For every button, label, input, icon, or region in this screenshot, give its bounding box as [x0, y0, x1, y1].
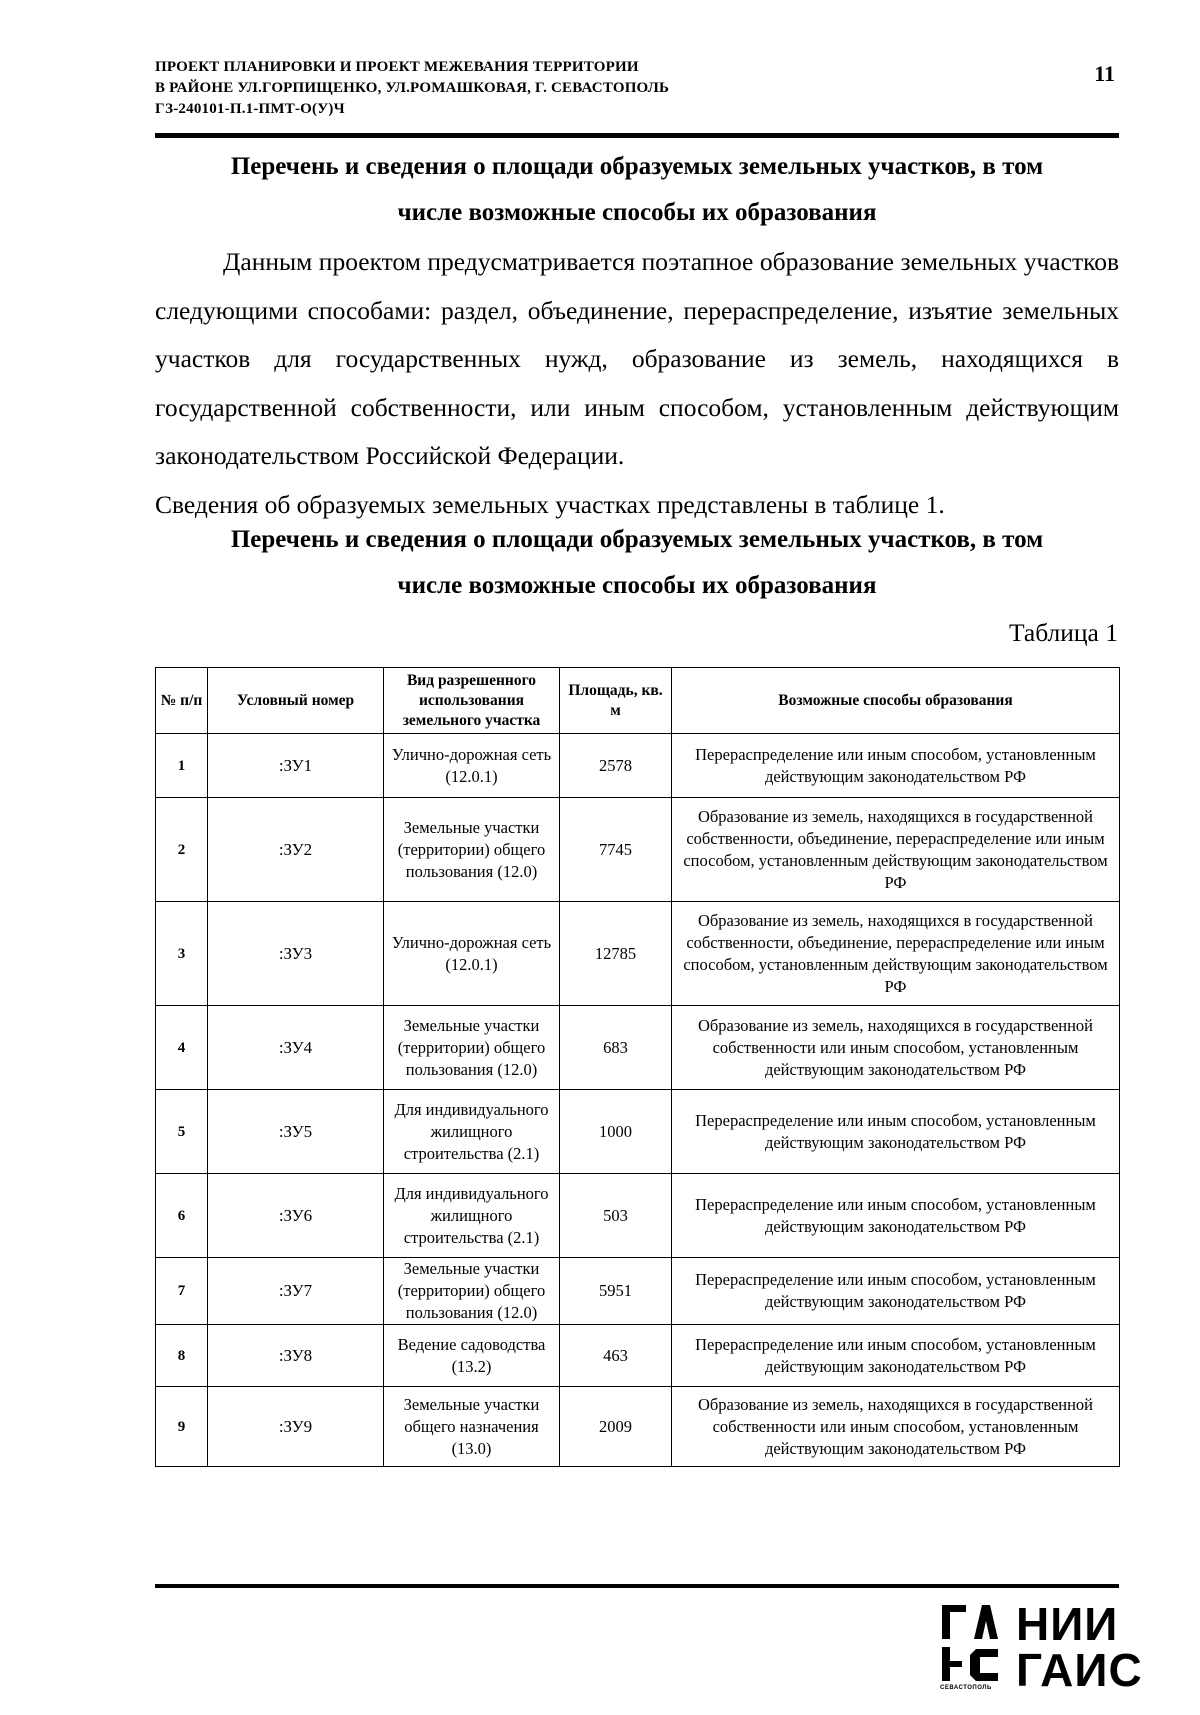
table-row — [156, 902, 1120, 1006]
section-title — [155, 144, 1119, 236]
table-row — [156, 734, 1120, 798]
cell-method: Образование из земель, находящихся в государственной собственности или иным способом, установленным действующим законодательством РФ — [672, 1387, 1120, 1467]
cell-method: Перераспределение или иным способом, установленным действующим законодательством РФ — [672, 1174, 1120, 1258]
logo-word-2: ГАИС — [1016, 1644, 1143, 1696]
cell-code: :ЗУ6 — [208, 1174, 384, 1258]
ga-monogram-icon — [940, 1603, 1000, 1683]
table-header-row — [156, 668, 1120, 734]
table-row — [156, 798, 1120, 902]
niigais-logo — [940, 1597, 1143, 1697]
cell-code: :ЗУ8 — [208, 1325, 384, 1387]
cell-method: Образование из земель, находящихся в государственной собственности, объединение, перераспределение или иным способом, установленным действующим законодательством РФ — [672, 798, 1120, 902]
table-row — [156, 1387, 1120, 1467]
header-doc-code: ГЗ-240101-П.1-ПМТ-О(У)Ч — [155, 101, 345, 117]
cell-use: Земельные участки (территории) общего пользования (12.0) — [384, 1258, 560, 1325]
cell-area: 2578 — [560, 734, 672, 798]
cell-code: :ЗУ1 — [208, 734, 384, 798]
cell-method: Перераспределение или иным способом, установленным действующим законодательством РФ — [672, 1258, 1120, 1325]
table-title — [155, 517, 1119, 609]
cell-area: 463 — [560, 1325, 672, 1387]
table-title-line-1: Перечень и сведения о площади образуемых земельных участков, в том — [230, 526, 1044, 553]
table-row — [156, 1006, 1120, 1090]
cell-area: 1000 — [560, 1090, 672, 1174]
cell-area: 5951 — [560, 1258, 672, 1325]
header-method: Возможные способы образования — [672, 668, 1120, 734]
cell-area: 7745 — [560, 798, 672, 902]
cell-num: 6 — [156, 1174, 208, 1258]
cell-area: 12785 — [560, 902, 672, 1006]
section-title-line-2: числе возможные способы их образования — [397, 199, 877, 226]
cell-code: :ЗУ5 — [208, 1090, 384, 1174]
cell-num: 9 — [156, 1387, 208, 1467]
cell-code: :ЗУ4 — [208, 1006, 384, 1090]
cell-method: Перераспределение или иным способом, установленным действующим законодательством РФ — [672, 1090, 1120, 1174]
cell-method: Перераспределение или иным способом, установленным действующим законодательством РФ — [672, 734, 1120, 798]
land-plots-table — [155, 667, 1120, 1467]
page-number: 11 — [1094, 61, 1115, 86]
table-row — [156, 1258, 1120, 1325]
header-rule — [155, 133, 1119, 138]
footer-rule — [155, 1584, 1119, 1588]
cell-use: Для индивидуального жилищного строительства (2.1) — [384, 1090, 560, 1174]
table-title-line-2: числе возможные способы их образования — [397, 572, 877, 599]
cell-use: Улично-дорожная сеть (12.0.1) — [384, 734, 560, 798]
cell-use: Земельные участки (территории) общего пользования (12.0) — [384, 1006, 560, 1090]
section-title-line-1: Перечень и сведения о площади образуемых земельных участков, в том — [230, 153, 1044, 180]
body-text — [155, 238, 1119, 529]
cell-code: :ЗУ3 — [208, 902, 384, 1006]
cell-num: 3 — [156, 902, 208, 1006]
cell-area: 2009 — [560, 1387, 672, 1467]
cell-code: :ЗУ7 — [208, 1258, 384, 1325]
table-body — [156, 734, 1120, 1467]
header-area: Площадь, кв. м — [560, 668, 672, 734]
cell-num: 5 — [156, 1090, 208, 1174]
cell-code: :ЗУ9 — [208, 1387, 384, 1467]
body-paragraph-1: Данным проектом предусматривается поэтапное образование земельных участков следующими способами: раздел, объединение, перераспределение, изъятие земельных участков для государственных нужд, образование из земель, находящихся в государственной собственности, или иным способом, установленным действующим законодательством Российской Федерации. — [155, 247, 1119, 470]
cell-use: Земельные участки общего назначения (13.0) — [384, 1387, 560, 1467]
cell-use: Улично-дорожная сеть (12.0.1) — [384, 902, 560, 1006]
cell-method: Перераспределение или иным способом, установленным действующим законодательством РФ — [672, 1325, 1120, 1387]
cell-use: Для индивидуального жилищного строительства (2.1) — [384, 1174, 560, 1258]
table-label: Таблица 1 — [1008, 618, 1118, 647]
cell-area: 683 — [560, 1006, 672, 1090]
logo-word-1: НИИ — [1016, 1598, 1119, 1650]
cell-num: 7 — [156, 1258, 208, 1325]
table-row — [156, 1325, 1120, 1387]
cell-num: 8 — [156, 1325, 208, 1387]
header-line-2: В РАЙОНЕ УЛ.ГОРПИЩЕНКО, УЛ.РОМАШКОВАЯ, Г. СЕВАСТОПОЛЬ — [155, 80, 670, 96]
cell-area: 503 — [560, 1174, 672, 1258]
document-header — [155, 57, 1115, 120]
header-use: Вид разрешенного использования земельного участка — [384, 668, 560, 734]
cell-num: 1 — [156, 734, 208, 798]
cell-use: Земельные участки (территории) общего пользования (12.0) — [384, 798, 560, 902]
cell-method: Образование из земель, находящихся в государственной собственности, объединение, перераспределение или иным способом, установленным действующим законодательством РФ — [672, 902, 1120, 1006]
logo-city: СЕВАСТОПОЛЬ — [940, 1685, 992, 1691]
header-num: № п/п — [156, 668, 208, 734]
cell-code: :ЗУ2 — [208, 798, 384, 902]
table-row — [156, 1174, 1120, 1258]
header-code: Условный номер — [208, 668, 384, 734]
cell-num: 4 — [156, 1006, 208, 1090]
table-row — [156, 1090, 1120, 1174]
cell-use: Ведение садоводства (13.2) — [384, 1325, 560, 1387]
header-line-1: ПРОЕКТ ПЛАНИРОВКИ И ПРОЕКТ МЕЖЕВАНИЯ ТЕРРИТОРИИ — [155, 59, 639, 75]
body-paragraph-2: Сведения об образуемых земельных участках представлены в таблице 1. — [155, 489, 945, 519]
cell-num: 2 — [156, 798, 208, 902]
cell-method: Образование из земель, находящихся в государственной собственности или иным способом, установленным действующим законодательством РФ — [672, 1006, 1120, 1090]
